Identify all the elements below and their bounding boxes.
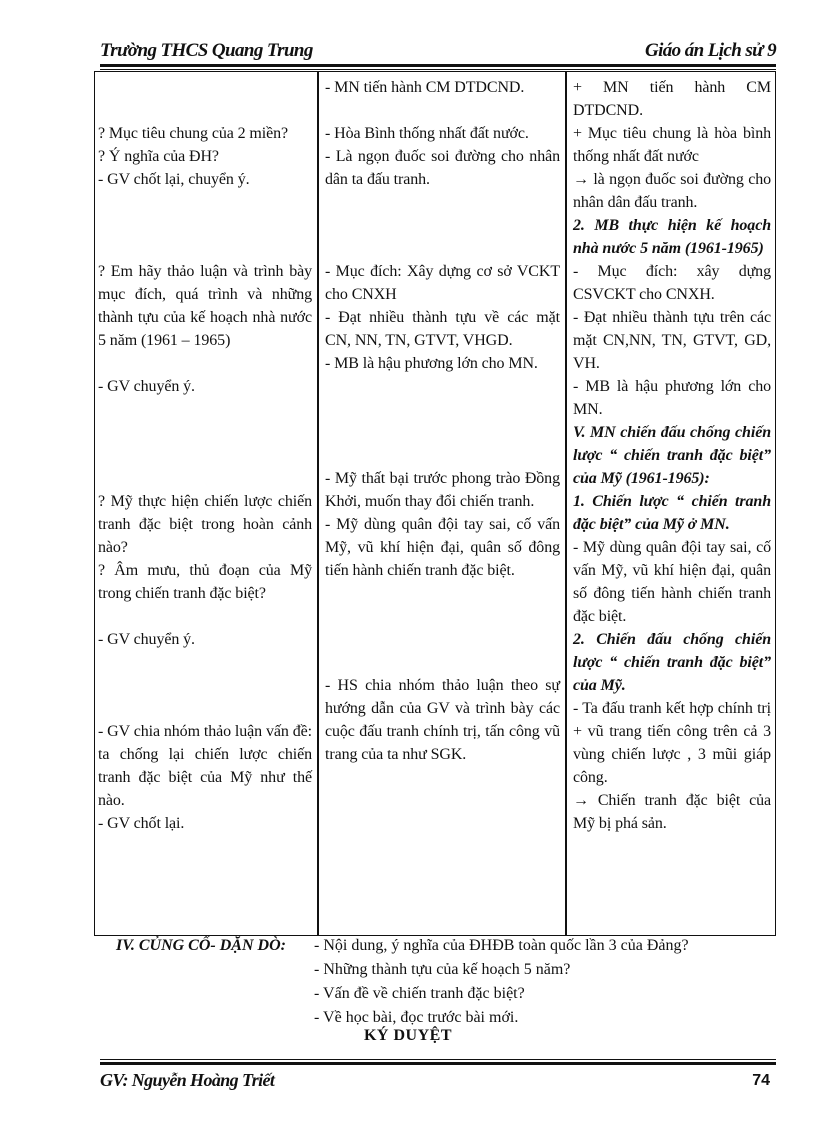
gv-group-discussion: - GV chia nhóm thảo luận vấn đề: ta chống lại chiến lược chiến tranh đặc biệt của Mỹ như thế nào. [98, 723, 312, 809]
footer-rule-thin [100, 1059, 776, 1060]
achievements-note: - Đạt nhiều thành tựu trên các mặt CN,NN, TN, GTVT, GD, VH. [573, 309, 771, 372]
question-five-year-plan: ? Em hãy thảo luận và trình bày mục đích, quá trình và những thành tựu của kế hoạch nhà nước 5 năm (1961 – 1965) [98, 263, 312, 349]
hs-group-discussion: - HS chia nhóm thảo luận theo sự hướng dẫn của GV và trình bày các cuộc đấu tranh chính trị, tấn công vũ trang của ta như SGK. [325, 677, 560, 763]
consolidation-item: - Những thành tựu của kế hoạch 5 năm? [314, 961, 571, 978]
page-header [100, 40, 776, 66]
bankruptcy-note: → Chiến tranh đặc biệt của Mỹ bị phá sản. [573, 792, 771, 832]
footer-rule [100, 1062, 776, 1065]
peace-unification: - Hòa Bình thống nhất đất nước. [325, 125, 529, 142]
section-heading-five-year-plan: 2. MB thực hiện kế hoạch nhà nước 5 năm (1961-1965) [573, 217, 771, 257]
subheading-strategy: 1. Chiến lược “ chiến tranh đặc biệt” của Mỹ ở MN. [573, 493, 771, 533]
north-rear-base: - MB là hậu phương lớn cho MN. [325, 355, 538, 372]
consolidation-item: - Vấn đề về chiến tranh đặc biệt? [314, 985, 525, 1002]
gv-transition-2: - GV chuyển ý. [98, 631, 195, 648]
gv-summary: - GV chốt lại, chuyển ý. [98, 171, 250, 188]
gv-conclusion: - GV chốt lại. [98, 815, 185, 832]
subheading-fight: 2. Chiến đấu chống chiến lược “ chiến tranh đặc biệt” của Mỹ. [573, 631, 771, 694]
teacher-activity-column [98, 76, 312, 835]
torch-note: → là ngọn đuốc soi đường cho nhân dân đấu tranh. [573, 171, 771, 211]
south-revolution-note: + MN tiến hành CM DTDCND. [573, 79, 771, 119]
common-goal-note: + Mục tiêu chung là hòa bình thống nhất đất nước [573, 125, 771, 165]
header-rule [100, 64, 776, 67]
plan-achievements: - Đạt nhiều thành tựu về các mặt CN, NN, TN, GTVT, VHGD. [325, 309, 560, 349]
guiding-torch: - Là ngọn đuốc soi đường cho nhân dân ta đấu tranh. [325, 148, 560, 188]
school-name: Trường THCS Quang Trung [100, 40, 313, 61]
page-footer [100, 1070, 776, 1096]
consolidation-item: - Nội dung, ý nghĩa của ĐHĐB toàn quốc lần 3 của Đảng? [314, 937, 689, 954]
content-column [573, 76, 771, 835]
struggle-note: - Ta đấu tranh kết hợp chính trị + vũ trang tiến công trên cả 3 vùng chiến lược , 3 mũi giáp công. [573, 700, 771, 786]
approval-label: KÝ DUYỆT [363, 1027, 452, 1044]
teacher-name: GV: Nguyễn Hoàng Triết [100, 1070, 275, 1090]
question-special-war-context: ? Mỹ thực hiện chiến lược chiến tranh đặc biệt trong hoàn cảnh nào? [98, 493, 312, 556]
gv-transition: - GV chuyển ý. [98, 378, 195, 395]
question-special-war-tactics: ? Âm mưu, thủ đoạn của Mỹ trong chiến tranh đặc biệt? [98, 562, 312, 602]
plan-purpose: - Mục đích: Xây dựng cơ sở VCKT cho CNXH [325, 263, 560, 303]
lesson-table [94, 71, 776, 936]
us-tactics: - Mỹ dùng quân đội tay sai, cố vấn Mỹ, vũ khí hiện đại, quân số đông tiến hành chiến tranh đặc biệt. [325, 516, 560, 579]
consolidation-list [314, 934, 689, 1030]
consolidation-item: - Về học bài, đọc trước bài mới. [314, 1009, 519, 1026]
south-revolution: - MN tiến hành CM DTDCND. [325, 79, 525, 96]
rear-base-note: - MB là hậu phương lớn cho MN. [573, 378, 771, 418]
purpose-note: - Mục đích: xây dựng CSVCKT cho CNXH. [573, 263, 771, 303]
section-heading-special-war: V. MN chiến đấu chống chiến lược “ chiến tranh đặc biệt” của Mỹ (1961-1965): [573, 424, 771, 487]
column-divider-1 [317, 72, 319, 935]
question-meaning: ? Ý nghĩa của ĐH? [98, 148, 219, 165]
column-divider-2 [565, 72, 567, 935]
student-activity-column [325, 76, 560, 766]
question-goal: ? Mục tiêu chung của 2 miền? [98, 125, 289, 142]
us-failure: - Mỹ thất bại trước phong trào Đồng Khởi, muốn thay đổi chiến tranh. [325, 470, 560, 510]
subject-title: Giáo án Lịch sử 9 [644, 40, 776, 61]
consolidation-title: IV. CỦNG CỐ- DẶN DÒ: [116, 937, 286, 954]
page-number: 74 [752, 1072, 770, 1089]
us-tactics-note: - Mỹ dùng quân đội tay sai, cố vấn Mỹ, vũ khí hiện đại, quân số đông tiến hành chiến tranh đặc biệt. [573, 539, 771, 625]
header-rule-thin [100, 69, 776, 70]
